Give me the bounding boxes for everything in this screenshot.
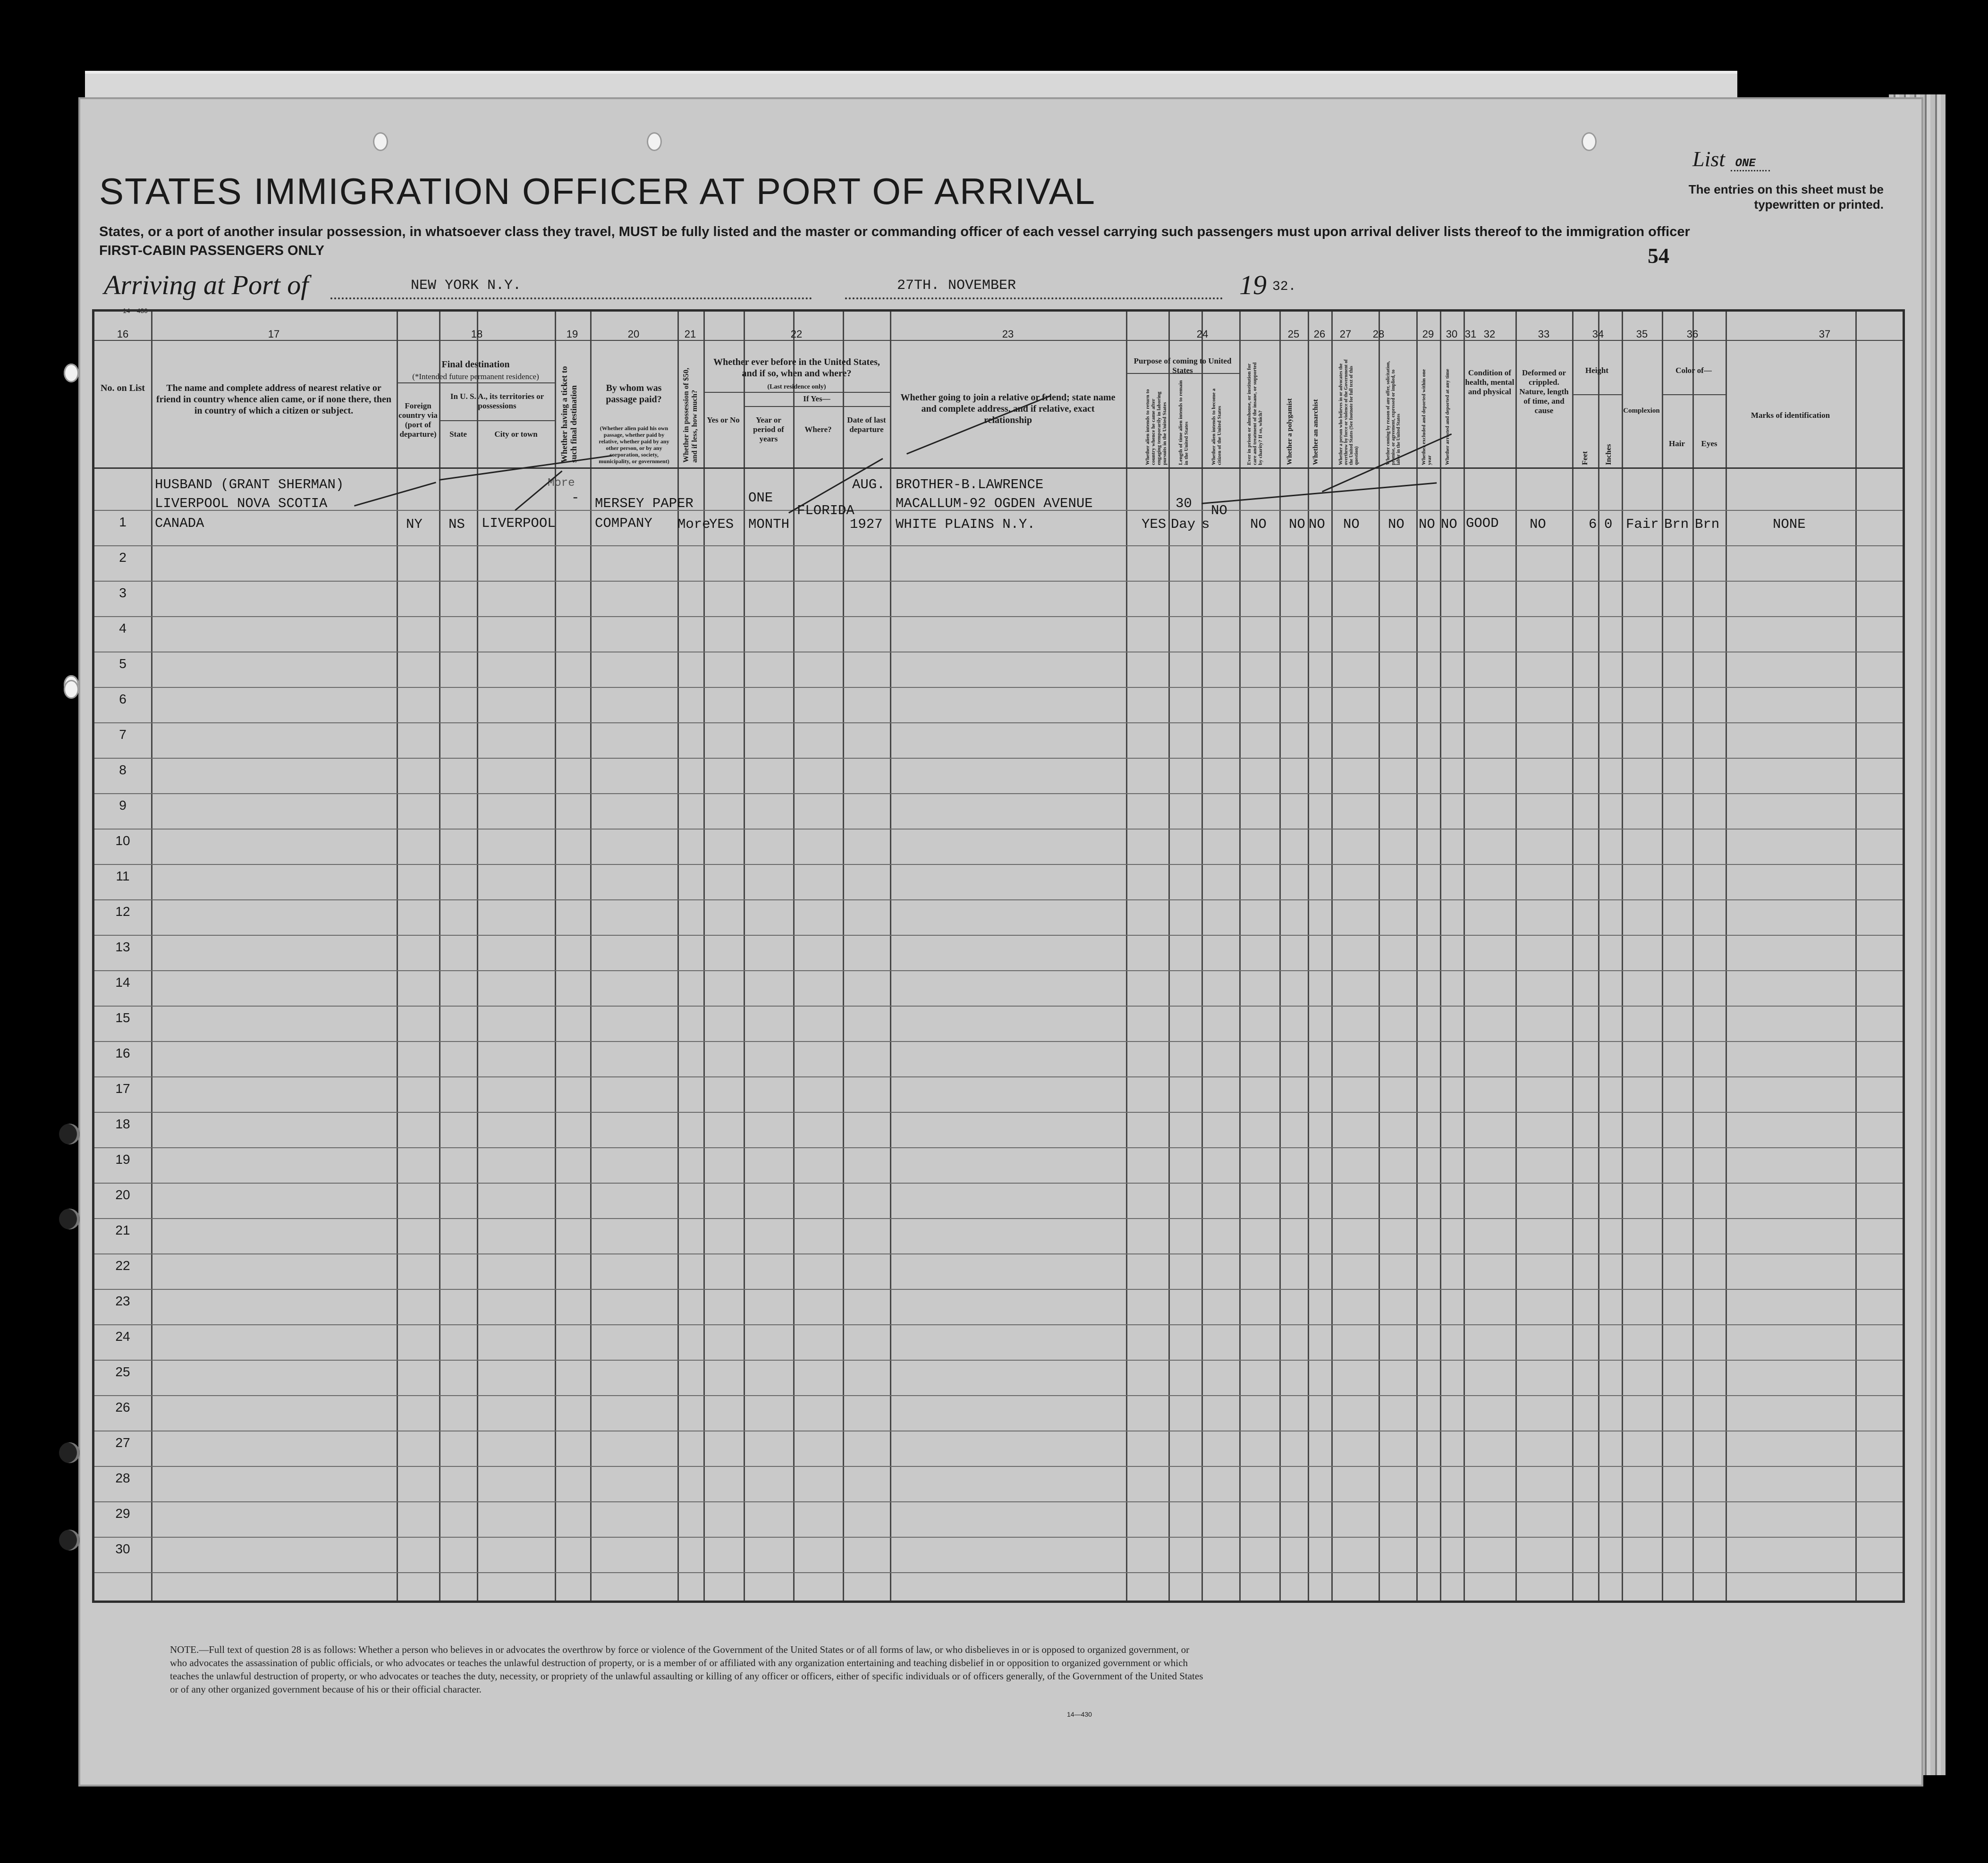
table-rule [439, 312, 440, 1600]
column-subheader: Eyes [1701, 439, 1717, 448]
table-rule [94, 1501, 1903, 1502]
column-subheader: (*Intended future permanent residence) [412, 372, 539, 381]
binding-ring [59, 1124, 80, 1144]
table-rule [1201, 312, 1203, 1600]
table-rule [94, 1218, 1903, 1219]
table-rule [94, 1112, 1903, 1113]
header-prison: Ever in prison or almshouse, or institution for care and treatment of the insane, or supported by charity? If so, which? [1246, 362, 1263, 465]
table-rule [1416, 312, 1418, 1600]
manifest-sheet [80, 99, 1921, 1785]
row-number: 27 [115, 1435, 130, 1450]
row-number: 4 [119, 621, 127, 635]
header-q28: Whether a person who believes in or advocates the overthrow by force or violence of the Government of the United States (See footnote for full text of this question) [1338, 359, 1359, 465]
column-number: 19 [566, 328, 578, 340]
table-rule [555, 312, 556, 1600]
table-rule [94, 1324, 1903, 1325]
header-money: Whether in possession of $50, and if less, how much? [682, 367, 699, 463]
purpose-a-value: YES [1142, 517, 1167, 532]
arriving-label: Arriving at Port of [104, 270, 309, 300]
row-number: 12 [115, 904, 130, 919]
state-value: NS [448, 517, 465, 532]
row-number: 17 [115, 1081, 130, 1096]
column-number: 23 [1002, 328, 1014, 340]
complexion-value: Fair [1626, 517, 1659, 532]
table-rule [1168, 312, 1170, 1600]
column-subheader: Date of last departure [847, 415, 886, 434]
row-number: 25 [115, 1364, 130, 1379]
table-rule [1726, 312, 1727, 1600]
column-number: 26 [1313, 328, 1326, 340]
purpose-c-line-1: NO [1211, 503, 1227, 518]
table-rule [1622, 312, 1623, 1600]
header-q31: Whether arrested and deported at any time [1445, 369, 1450, 465]
where-value: FLORIDA [797, 503, 854, 518]
table-rule [793, 312, 795, 1600]
joining-line-3: WHITE PLAINS N.Y. [896, 517, 1035, 532]
table-rule [94, 1147, 1903, 1148]
column-subheader: Hair [1669, 439, 1685, 448]
column-number: 29 [1422, 328, 1434, 340]
table-rule [94, 1041, 1903, 1042]
header-no-on-list: No. on List [101, 383, 145, 393]
table-rule [1855, 312, 1857, 1600]
punch-hole [1582, 132, 1597, 151]
column-subheader: Length of time alien intends to remain in the United States [1178, 380, 1189, 465]
year-suffix: 32. [1272, 279, 1296, 294]
table-rule [94, 793, 1903, 794]
table-rule [94, 722, 1903, 723]
money-value: More [677, 517, 711, 532]
purpose-b-line-1: 30 [1176, 496, 1192, 511]
manifest-table [92, 309, 1905, 1603]
table-rule [1598, 312, 1599, 1600]
header-city: City or town [494, 430, 538, 439]
column-number: 30 [1446, 328, 1458, 340]
row-number: 16 [115, 1046, 130, 1060]
table-rule [94, 1395, 1903, 1396]
row-number: 14 [115, 975, 130, 990]
table-rule [94, 1537, 1903, 1538]
header-final-destination: Final destination [441, 359, 510, 370]
punch-hole [373, 132, 388, 151]
port-line [330, 297, 812, 299]
table-rule [744, 312, 745, 1600]
binding-ring [59, 1209, 80, 1229]
table-rule [1464, 312, 1465, 1600]
punch-hole [64, 364, 79, 382]
q28-value: NO [1343, 517, 1360, 532]
typewritten-note: The entries on this sheet must be typewritten or printed. [1688, 182, 1884, 212]
column-number: 31 [1464, 328, 1477, 340]
deformed-value: NO [1530, 517, 1546, 532]
row-number: 5 [119, 656, 127, 671]
sheet-number: 54 [1648, 244, 1669, 268]
header-in-usa: In U. S. A., its territories or possessions [450, 392, 544, 410]
foreign-country-value: NY [406, 517, 423, 532]
q29-value: NO [1388, 517, 1404, 532]
column-subheader: (Whether alien paid his own passage, whether paid by relative, whether paid by any other person, or by any corporation, society, municipality, or government) [599, 425, 669, 465]
list-label [1692, 146, 1770, 171]
port-value: NEW YORK N.Y. [411, 278, 522, 294]
form-instructions: States, or a port of another insular possession, in whatsoever class they travel, MUST be fully listed and the master or commanding officer of each vessel carrying such passengers must upon arrival deliver lists thereof to the immigration officer [99, 224, 1690, 239]
header-q30: Whether excluded and deported within one year [1421, 369, 1432, 465]
column-number: 21 [684, 328, 696, 340]
table-rule [94, 581, 1903, 582]
row-number: 8 [119, 762, 127, 777]
row-number: 26 [115, 1400, 130, 1414]
purpose-b-line-2: Day [1171, 517, 1196, 532]
row-number: 1 [119, 515, 127, 529]
ticket-mark: More [548, 477, 575, 490]
table-rule [397, 382, 555, 383]
table-rule [1308, 312, 1309, 1600]
polygamist-value: NO [1289, 517, 1305, 532]
table-rule [1662, 312, 1663, 1600]
table-rule [439, 420, 555, 421]
punch-hole [64, 680, 79, 699]
purpose-c-line-2: s [1201, 517, 1210, 532]
table-rule [94, 1076, 1903, 1077]
row-number: 23 [115, 1294, 130, 1308]
relative-line-3: CANADA [155, 516, 204, 531]
health-value: GOOD [1466, 516, 1499, 531]
header-ever-before: Whether ever before in the United States, and if so, when and where? [713, 357, 880, 379]
header-q29: Whether coming by reason of any offer, solicitation, promise, or agreement, expressed or implied, to labor in the United States [1386, 361, 1401, 465]
table-rule [1279, 312, 1281, 1600]
header-complexion: Complexion [1623, 407, 1660, 415]
joining-line-2: MACALLUM-92 OGDEN AVENUE [896, 496, 1093, 511]
table-rule [94, 687, 1903, 688]
table-rule [1572, 312, 1573, 1600]
row-number: 11 [116, 869, 130, 883]
period-line-1: ONE [748, 490, 773, 506]
header-state: State [449, 430, 467, 439]
row-number: 28 [115, 1471, 130, 1485]
table-rule [1515, 312, 1517, 1600]
anarchist-value: NO [1309, 517, 1325, 532]
punch-hole [647, 132, 662, 151]
table-rule [1126, 312, 1127, 1600]
column-subheader: Year or period of years [753, 415, 784, 443]
column-number: 17 [268, 328, 280, 340]
form-title: STATES IMMIGRATION OFFICER AT PORT OF ARRIVAL [99, 170, 1096, 212]
table-rule [1662, 394, 1726, 395]
header-ticket: Whether having a ticket to such final destination [559, 366, 578, 463]
check-mark [354, 482, 436, 506]
table-rule [94, 1289, 1903, 1290]
table-rule [703, 392, 890, 393]
table-rule [94, 1572, 1903, 1573]
header-purpose: Purpose of coming to United States [1134, 356, 1232, 375]
row-number: 7 [119, 727, 127, 742]
header-deformed: Deformed or crippled. Nature, length of time, and cause [1519, 368, 1569, 415]
table-rule [94, 1006, 1903, 1007]
relative-line-1: HUSBAND (GRANT SHERMAN) [155, 477, 344, 492]
table-rule [94, 758, 1903, 759]
ticket-dash: - [571, 490, 580, 506]
form-code-bottom: 14—430 [1067, 1711, 1092, 1718]
table-rule [890, 312, 891, 1600]
row-number: 29 [115, 1506, 130, 1521]
inches-value: 0 [1604, 517, 1613, 532]
column-number: 28 [1372, 328, 1385, 340]
passage-line-2: COMPANY [595, 516, 652, 531]
cabin-class: FIRST-CABIN PASSENGERS ONLY [99, 243, 324, 258]
ever-before-value: YES [709, 517, 734, 532]
header-anarchist: Whether an anarchist [1312, 399, 1320, 465]
column-number: 37 [1819, 328, 1831, 340]
city-value: LIVERPOOL [482, 516, 556, 531]
column-number: 20 [627, 328, 640, 340]
column-subheader: If Yes— [803, 394, 830, 403]
table-rule [94, 467, 1903, 469]
table-rule [94, 545, 1903, 546]
arrival-date: 27TH. NOVEMBER [897, 278, 1016, 294]
column-number: 27 [1339, 328, 1352, 340]
joining-line-1: BROTHER-B.LAWRENCE [896, 477, 1044, 492]
column-number: 25 [1287, 328, 1300, 340]
relative-line-2: LIVERPOOL NOVA SCOTIA [155, 496, 328, 511]
passage-line-1: MERSEY PAPER [595, 496, 694, 511]
row-number: 2 [119, 550, 127, 565]
header-foreign-country: Foreign country via (port of departure) [398, 401, 438, 439]
table-rule [94, 616, 1903, 617]
date-line-2: 1927 [850, 517, 883, 532]
list-value: ONE [1731, 157, 1770, 171]
table-rule [744, 406, 890, 407]
header-health: Condition of health, mental and physical [1465, 368, 1514, 396]
table-rule [703, 312, 705, 1600]
list-label-text: List [1692, 147, 1726, 171]
eyes-value: Brn [1695, 517, 1720, 532]
column-number: 16 [117, 328, 129, 340]
date-line [845, 297, 1223, 299]
column-number: 32 [1483, 328, 1496, 340]
q30-value: NO [1419, 517, 1435, 532]
table-rule [94, 1183, 1903, 1184]
table-rule [397, 312, 398, 1600]
header-joining: Whether going to join a relative or friend; state name and complete address, and if relative, exact relationship [900, 392, 1116, 425]
column-number: 22 [790, 328, 803, 340]
table-rule [1239, 312, 1241, 1600]
column-subheader: Whether alien intends to become a citizen of the United States [1211, 388, 1222, 465]
table-rule [1440, 312, 1441, 1600]
column-subheader: Where? [804, 425, 832, 434]
table-rule [1126, 373, 1239, 374]
column-subheader: Feet [1581, 451, 1589, 465]
binding-ring [59, 1442, 80, 1463]
row-number: 22 [115, 1258, 130, 1273]
column-number: 36 [1686, 328, 1699, 340]
row-number: 9 [119, 798, 127, 813]
table-rule [94, 899, 1903, 900]
table-rule [151, 312, 152, 1600]
check-mark [1201, 482, 1437, 504]
prison-value: NO [1250, 517, 1267, 532]
table-rule [94, 1360, 1903, 1361]
table-rule [1572, 394, 1622, 395]
column-number: 35 [1636, 328, 1648, 340]
column-subheader: Whether alien intends to return to country whence he came after engaging temporarily in laboring pursuits in the United States [1145, 389, 1167, 465]
header-polygamist: Whether a polygamist [1286, 398, 1294, 465]
date-line-1: AUG. [852, 477, 885, 492]
table-rule [94, 864, 1903, 865]
year-prefix: 19 [1239, 270, 1267, 300]
table-rule [94, 829, 1903, 830]
feet-value: 6 [1589, 517, 1597, 532]
table-rule [94, 340, 1903, 341]
row-number: 10 [115, 833, 130, 848]
row-number: 18 [115, 1117, 130, 1131]
header-nearest-relative: The name and complete address of nearest relative or friend in country whence alien came, or if none there, then in country of which a citizen or subject. [156, 383, 392, 416]
header-passage-paid: By whom was passage paid? [606, 383, 662, 405]
row-number: 24 [115, 1329, 130, 1344]
header-marks: Marks of identification [1751, 411, 1830, 420]
row-number: 19 [115, 1152, 130, 1167]
column-number: 24 [1196, 328, 1209, 340]
footnote-question-28: NOTE.—Full text of question 28 is as follows: Whether a person who believes in or advocates the overthrow by force or violence of the Government of the United States or of all forms of law, or who disbelieves in or is opposed to organized government, or who advocates the assassination of public officials, or who advocates or teaches the unlawful destruction of property, or is a member of or affiliated with any organization entertaining and teaching disbelief in or opposition to organized government or which teaches the unlawful destruction of property, or who advocates or teaches the duty, necessity, or propriety of the unlawful assaulting or killing of any officer or officers, either of specific individuals or of officers generally, of the Government of the United States or of any other organized government because of his or their official character. [170, 1644, 1203, 1695]
table-rule [94, 970, 1903, 971]
header-color-of: Color of— [1675, 366, 1712, 375]
table-rule [1331, 312, 1333, 1600]
table-rule [94, 935, 1903, 936]
column-number: 18 [471, 328, 483, 340]
form-code-top: 14—430 [123, 307, 148, 314]
table-rule [94, 1253, 1903, 1254]
hair-value: Brn [1664, 517, 1689, 532]
row-number: 15 [115, 1010, 130, 1025]
column-number: 33 [1538, 328, 1550, 340]
column-subheader: Yes or No [707, 415, 740, 424]
column-number: 34 [1592, 328, 1604, 340]
row-number: 13 [115, 940, 130, 954]
table-rule [94, 1466, 1903, 1467]
row-number: 30 [115, 1541, 130, 1556]
table-rule [1692, 312, 1694, 1600]
marks-value: NONE [1773, 517, 1806, 532]
row-number: 20 [115, 1187, 130, 1202]
table-rule [590, 312, 592, 1600]
q31-value: NO [1441, 517, 1457, 532]
column-subheader: Inches [1605, 444, 1613, 465]
row-number: 6 [119, 692, 127, 706]
table-rule [1379, 312, 1380, 1600]
header-height: Height [1585, 366, 1609, 375]
row-number: 21 [115, 1223, 130, 1237]
period-line-2: MONTH [748, 517, 790, 532]
table-rule [477, 312, 478, 1600]
column-subheader: (Last residence only) [767, 383, 826, 390]
row-number: 3 [119, 585, 127, 600]
binding-ring [59, 1530, 80, 1550]
